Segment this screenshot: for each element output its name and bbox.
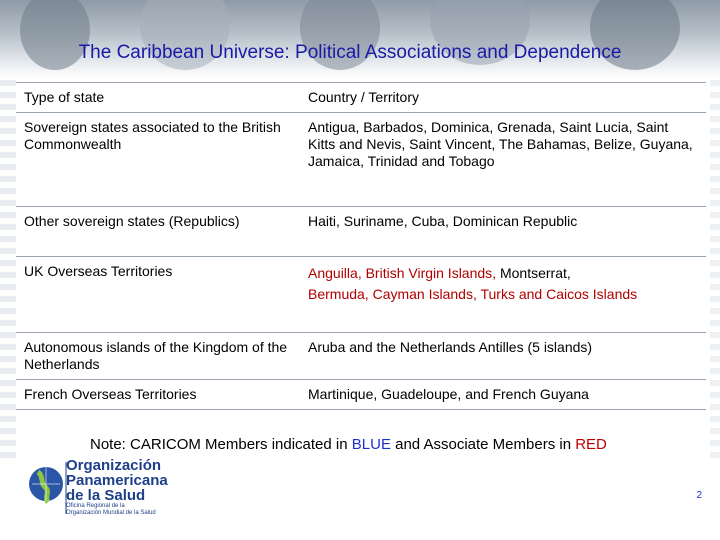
note-blue-word: BLUE <box>351 436 391 453</box>
logo-wordmark <box>66 458 168 517</box>
row-type-cell: French Overseas Territories <box>16 380 300 410</box>
logo-line-2: Panamericana <box>66 472 168 489</box>
separator-text: , <box>492 265 500 281</box>
legend-note <box>90 436 607 453</box>
logo-sub-2: Organización Mundial de la Salud <box>66 510 156 516</box>
row-countries-cell: Martinique, Guadeloupe, and French Guyana <box>300 380 706 410</box>
right-decorative-stripes <box>710 80 720 460</box>
logo-sub-1: Oficina Regional de la <box>66 503 125 509</box>
page-number: 2 <box>696 490 702 501</box>
row-type-cell: Sovereign states associated to the British Commonwealth <box>16 113 300 207</box>
state-associations-table <box>16 82 706 410</box>
associate-members-text: Bermuda, Cayman Islands, Turks and Caicos Islands <box>308 286 638 302</box>
table-row <box>16 207 706 257</box>
row-type-cell: Other sovereign states (Republics) <box>16 207 300 257</box>
header-type-cell: Type of state <box>16 83 300 113</box>
table-row <box>16 380 706 410</box>
row-type-cell: Autonomous islands of the Kingdom of the Netherlands <box>16 333 300 380</box>
logo-line-1: Organización <box>66 457 162 474</box>
header-photo-banner <box>0 0 720 78</box>
table-row <box>16 113 706 207</box>
logo-line-3: de la Salud <box>66 487 146 504</box>
row-type-cell: UK Overseas Territories <box>16 257 300 333</box>
table-header-row <box>16 83 706 113</box>
caricom-member-text: Montserrat, <box>499 265 571 281</box>
table-row <box>16 333 706 380</box>
header-country-cell: Country / Territory <box>300 83 706 113</box>
row-countries-cell <box>300 257 706 333</box>
note-prefix: Note: CARICOM Members indicated in <box>90 436 352 453</box>
slide-title: The Caribbean Universe: Political Associations and Dependence <box>78 42 622 63</box>
note-red-word: RED <box>575 436 607 453</box>
note-middle: and Associate Members in <box>390 436 576 453</box>
left-decorative-stripes <box>0 80 16 460</box>
associate-members-text: Anguilla, British Virgin Islands <box>308 265 493 281</box>
table-row <box>16 257 706 333</box>
row-countries-cell: Aruba and the Netherlands Antilles (5 islands) <box>300 333 706 380</box>
row-countries-cell: Haiti, Suriname, Cuba, Dominican Republic <box>300 207 706 257</box>
row-countries-cell: Antigua, Barbados, Dominica, Grenada, Saint Lucia, Saint Kitts and Nevis, Saint Vincent, The Bahamas, Belize, Guyana, Jamaica, Trinidad and Tobago <box>300 113 706 207</box>
